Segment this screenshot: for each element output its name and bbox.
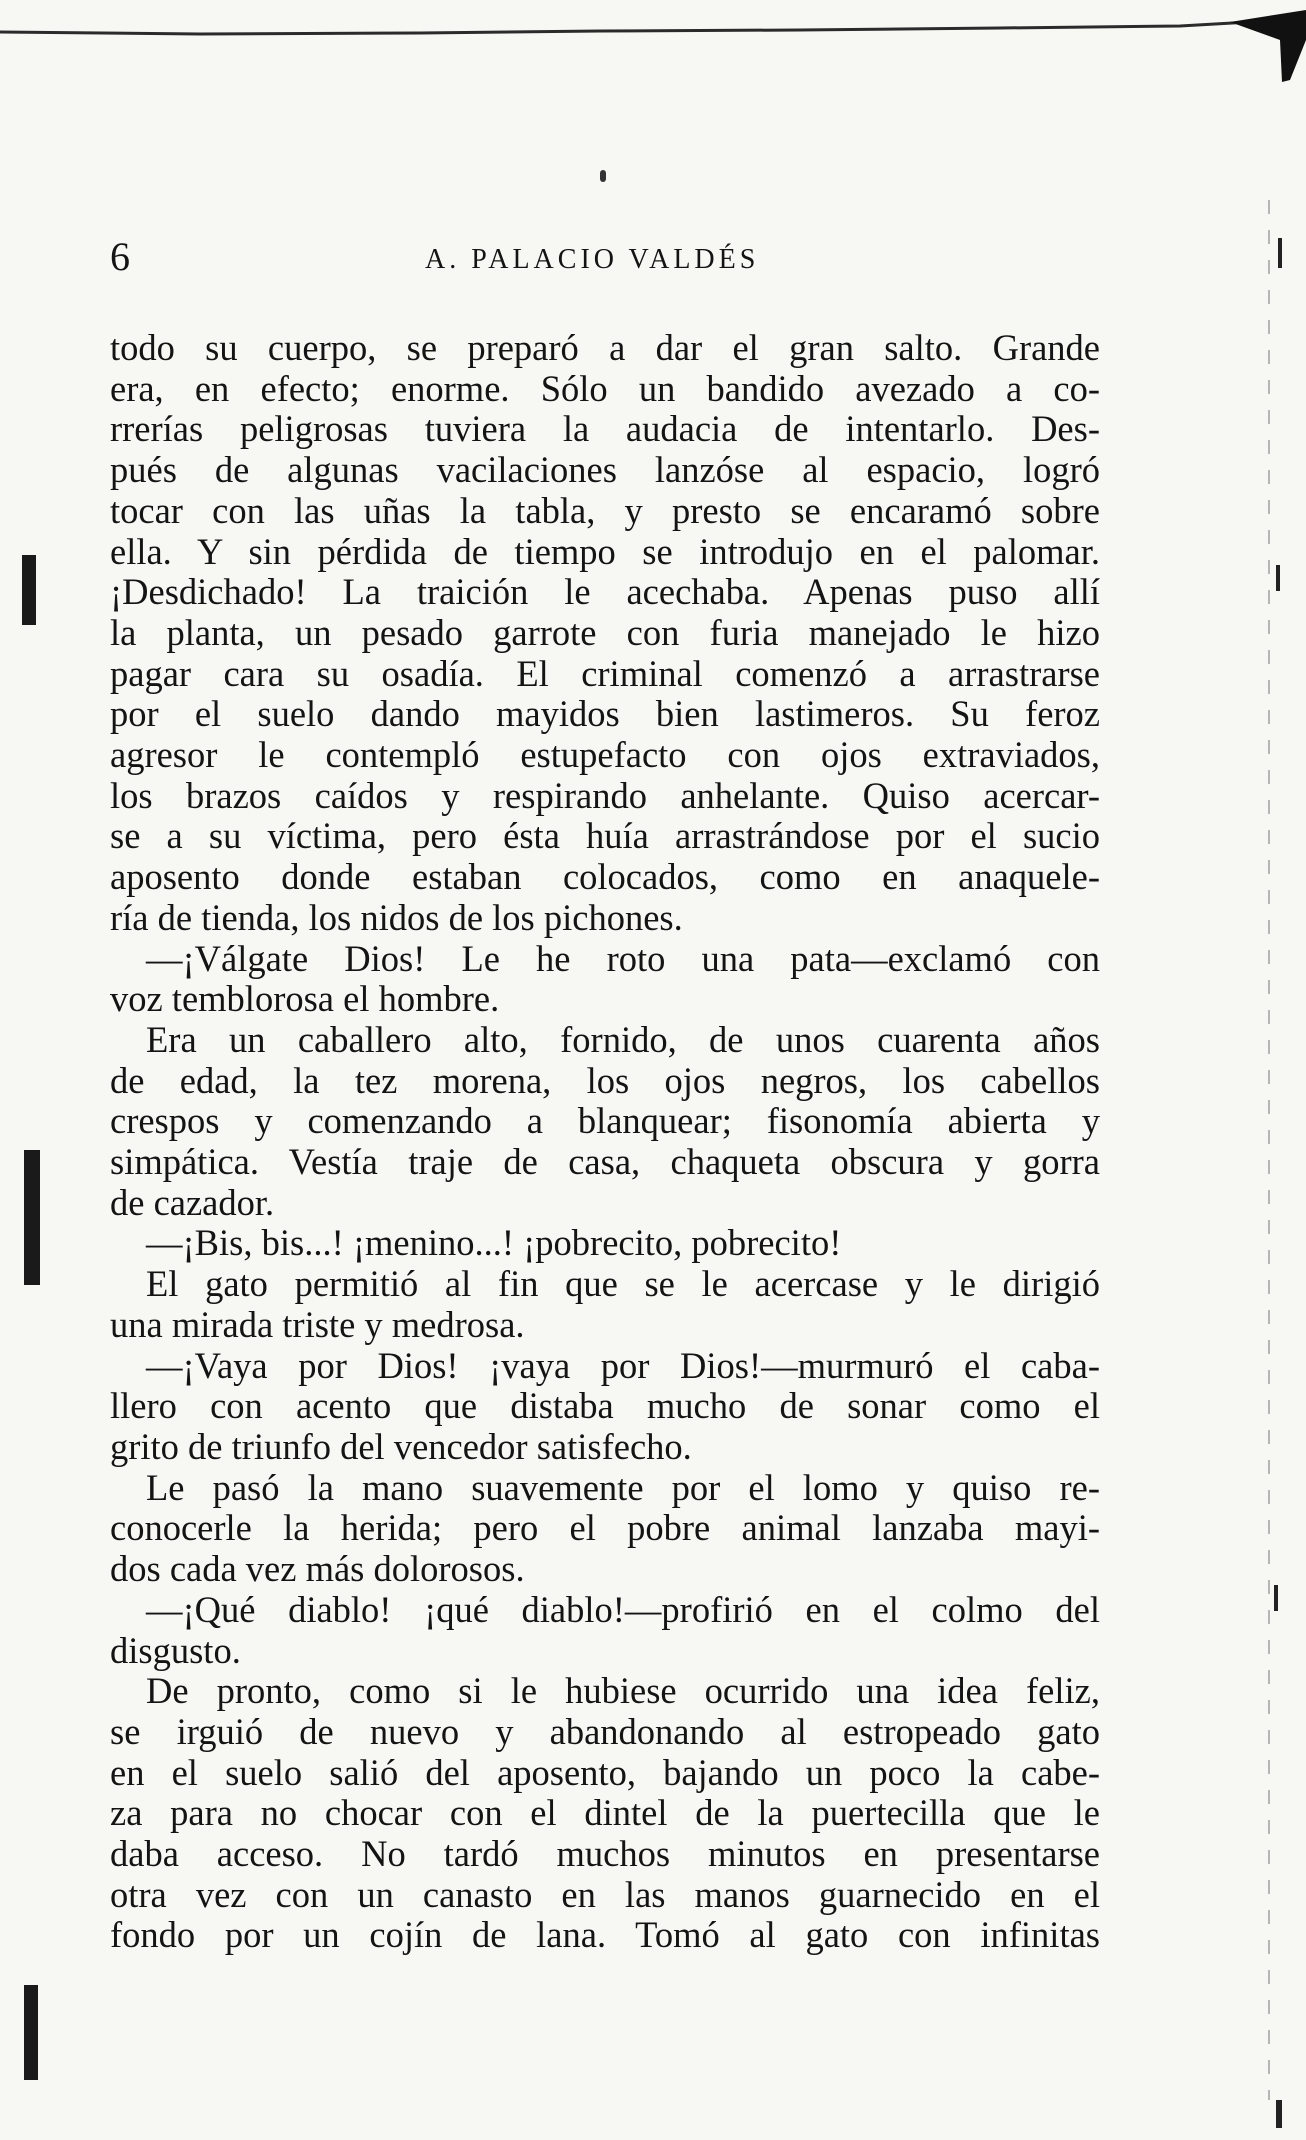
text-line: voz temblorosa el hombre. xyxy=(110,978,500,1020)
text-line: agresor le contempló estupefacto con ojos extraviados, xyxy=(110,734,1100,776)
text-line: llero con acento que distaba mucho de sonar como el xyxy=(110,1385,1100,1427)
text-line: rrerías peligrosas tuviera la audacia de intentarlo. Des- xyxy=(110,408,1100,450)
text-line: crespos y comenzando a blanquear; fisonomía abierta y xyxy=(110,1100,1100,1142)
text-line: grito de triunfo del vencedor satisfecho. xyxy=(110,1425,692,1467)
text-line: por el suelo dando mayidos bien lastimeros. Su feroz xyxy=(110,693,1100,735)
text-line: tocar con las uñas la tabla, y presto se encaramó sobre xyxy=(110,489,1100,531)
text-line: conocerle la herida; pero el pobre animal lanzaba mayi- xyxy=(110,1507,1100,1549)
text-line: se irguió de nuevo y abandonando al estropeado gato xyxy=(110,1710,1100,1752)
binding-mark xyxy=(24,1985,38,2080)
ink-speck-icon xyxy=(1278,238,1282,268)
binding-mark xyxy=(22,555,36,625)
text-line: se a su víctima, pero ésta huía arrastrándose por el sucio xyxy=(110,815,1100,857)
text-line: todo su cuerpo, se preparó a dar el gran salto. Grande xyxy=(110,327,1100,368)
text-line: ¡Desdichado! La traición le acechaba. Apenas puso allí xyxy=(110,571,1100,613)
text-line: —¡Vaya por Dios! ¡vaya por Dios!—murmuró el caba- xyxy=(146,1344,1100,1386)
text-line: de edad, la tez morena, los ojos negros, los cabellos xyxy=(110,1059,1100,1101)
text-line: Era un caballero alto, fornido, de unos cuarenta años xyxy=(146,1018,1100,1060)
text-line: otra vez con un canasto en las manos guarnecido en el xyxy=(110,1873,1100,1915)
ink-speck-icon xyxy=(1276,2100,1282,2128)
text-line: pués de algunas vacilaciones lanzóse al espacio, logró xyxy=(110,449,1100,491)
binding-mark xyxy=(24,1150,40,1285)
text-line: dos cada vez más dolorosos. xyxy=(110,1548,525,1590)
text-line: Le pasó la mano suavemente por el lomo y quiso re- xyxy=(146,1466,1100,1508)
running-head xyxy=(110,232,1110,292)
page-number: 6 xyxy=(110,234,130,279)
text-line: —¡Qué diablo! ¡qué diablo!—profirió en el colmo del xyxy=(146,1588,1100,1630)
text-line: ría de tienda, los nidos de los pichones. xyxy=(110,896,683,938)
text-line: disgusto. xyxy=(110,1629,241,1671)
text-line: en el suelo salió del aposento, bajando un poco la cabe- xyxy=(110,1751,1100,1793)
text-line: simpática. Vestía traje de casa, chaqueta obscura y gorra xyxy=(110,1141,1100,1183)
ink-speck-icon xyxy=(1274,1585,1278,1611)
text-line: El gato permitió al fin que se le acercase y le dirigió xyxy=(146,1263,1100,1305)
scan-top-edge xyxy=(0,0,1306,90)
text-line: de cazador. xyxy=(110,1181,275,1223)
ink-speck-icon xyxy=(600,170,606,182)
text-line: —¡Bis, bis...! ¡menino...! ¡pobrecito, pobrecito! xyxy=(146,1222,842,1264)
running-title: A. PALACIO VALDÉS xyxy=(425,244,760,275)
text-line: era, en efecto; enorme. Sólo un bandido avezado a co- xyxy=(110,367,1100,409)
text-line: una mirada triste y medrosa. xyxy=(110,1303,525,1345)
text-line: los brazos caídos y respirando anhelante. Quiso acercar- xyxy=(110,774,1100,816)
ink-speck-icon xyxy=(1276,565,1280,591)
text-line: fondo por un cojín de lana. Tomó al gato con infinitas xyxy=(110,1914,1100,1956)
text-line: aposento donde estaban colocados, como en anaquele- xyxy=(110,856,1100,898)
body-text xyxy=(110,328,1100,1956)
text-line: daba acceso. No tardó muchos minutos en presentarse xyxy=(110,1833,1100,1875)
text-line: la planta, un pesado garrote con furia manejado le hizo xyxy=(110,611,1100,653)
text-line: za para no chocar con el dintel de la puertecilla que le xyxy=(110,1792,1100,1834)
scan-right-edge xyxy=(1268,200,1270,2100)
text-line: De pronto, como si le hubiese ocurrido una idea feliz, xyxy=(146,1670,1100,1712)
text-line: pagar cara su osadía. El criminal comenzó a arrastrarse xyxy=(110,652,1100,694)
text-line: —¡Válgate Dios! Le he roto una pata—exclamó con xyxy=(146,937,1100,979)
text-line: ella. Y sin pérdida de tiempo se introdujo en el palomar. xyxy=(110,530,1100,572)
